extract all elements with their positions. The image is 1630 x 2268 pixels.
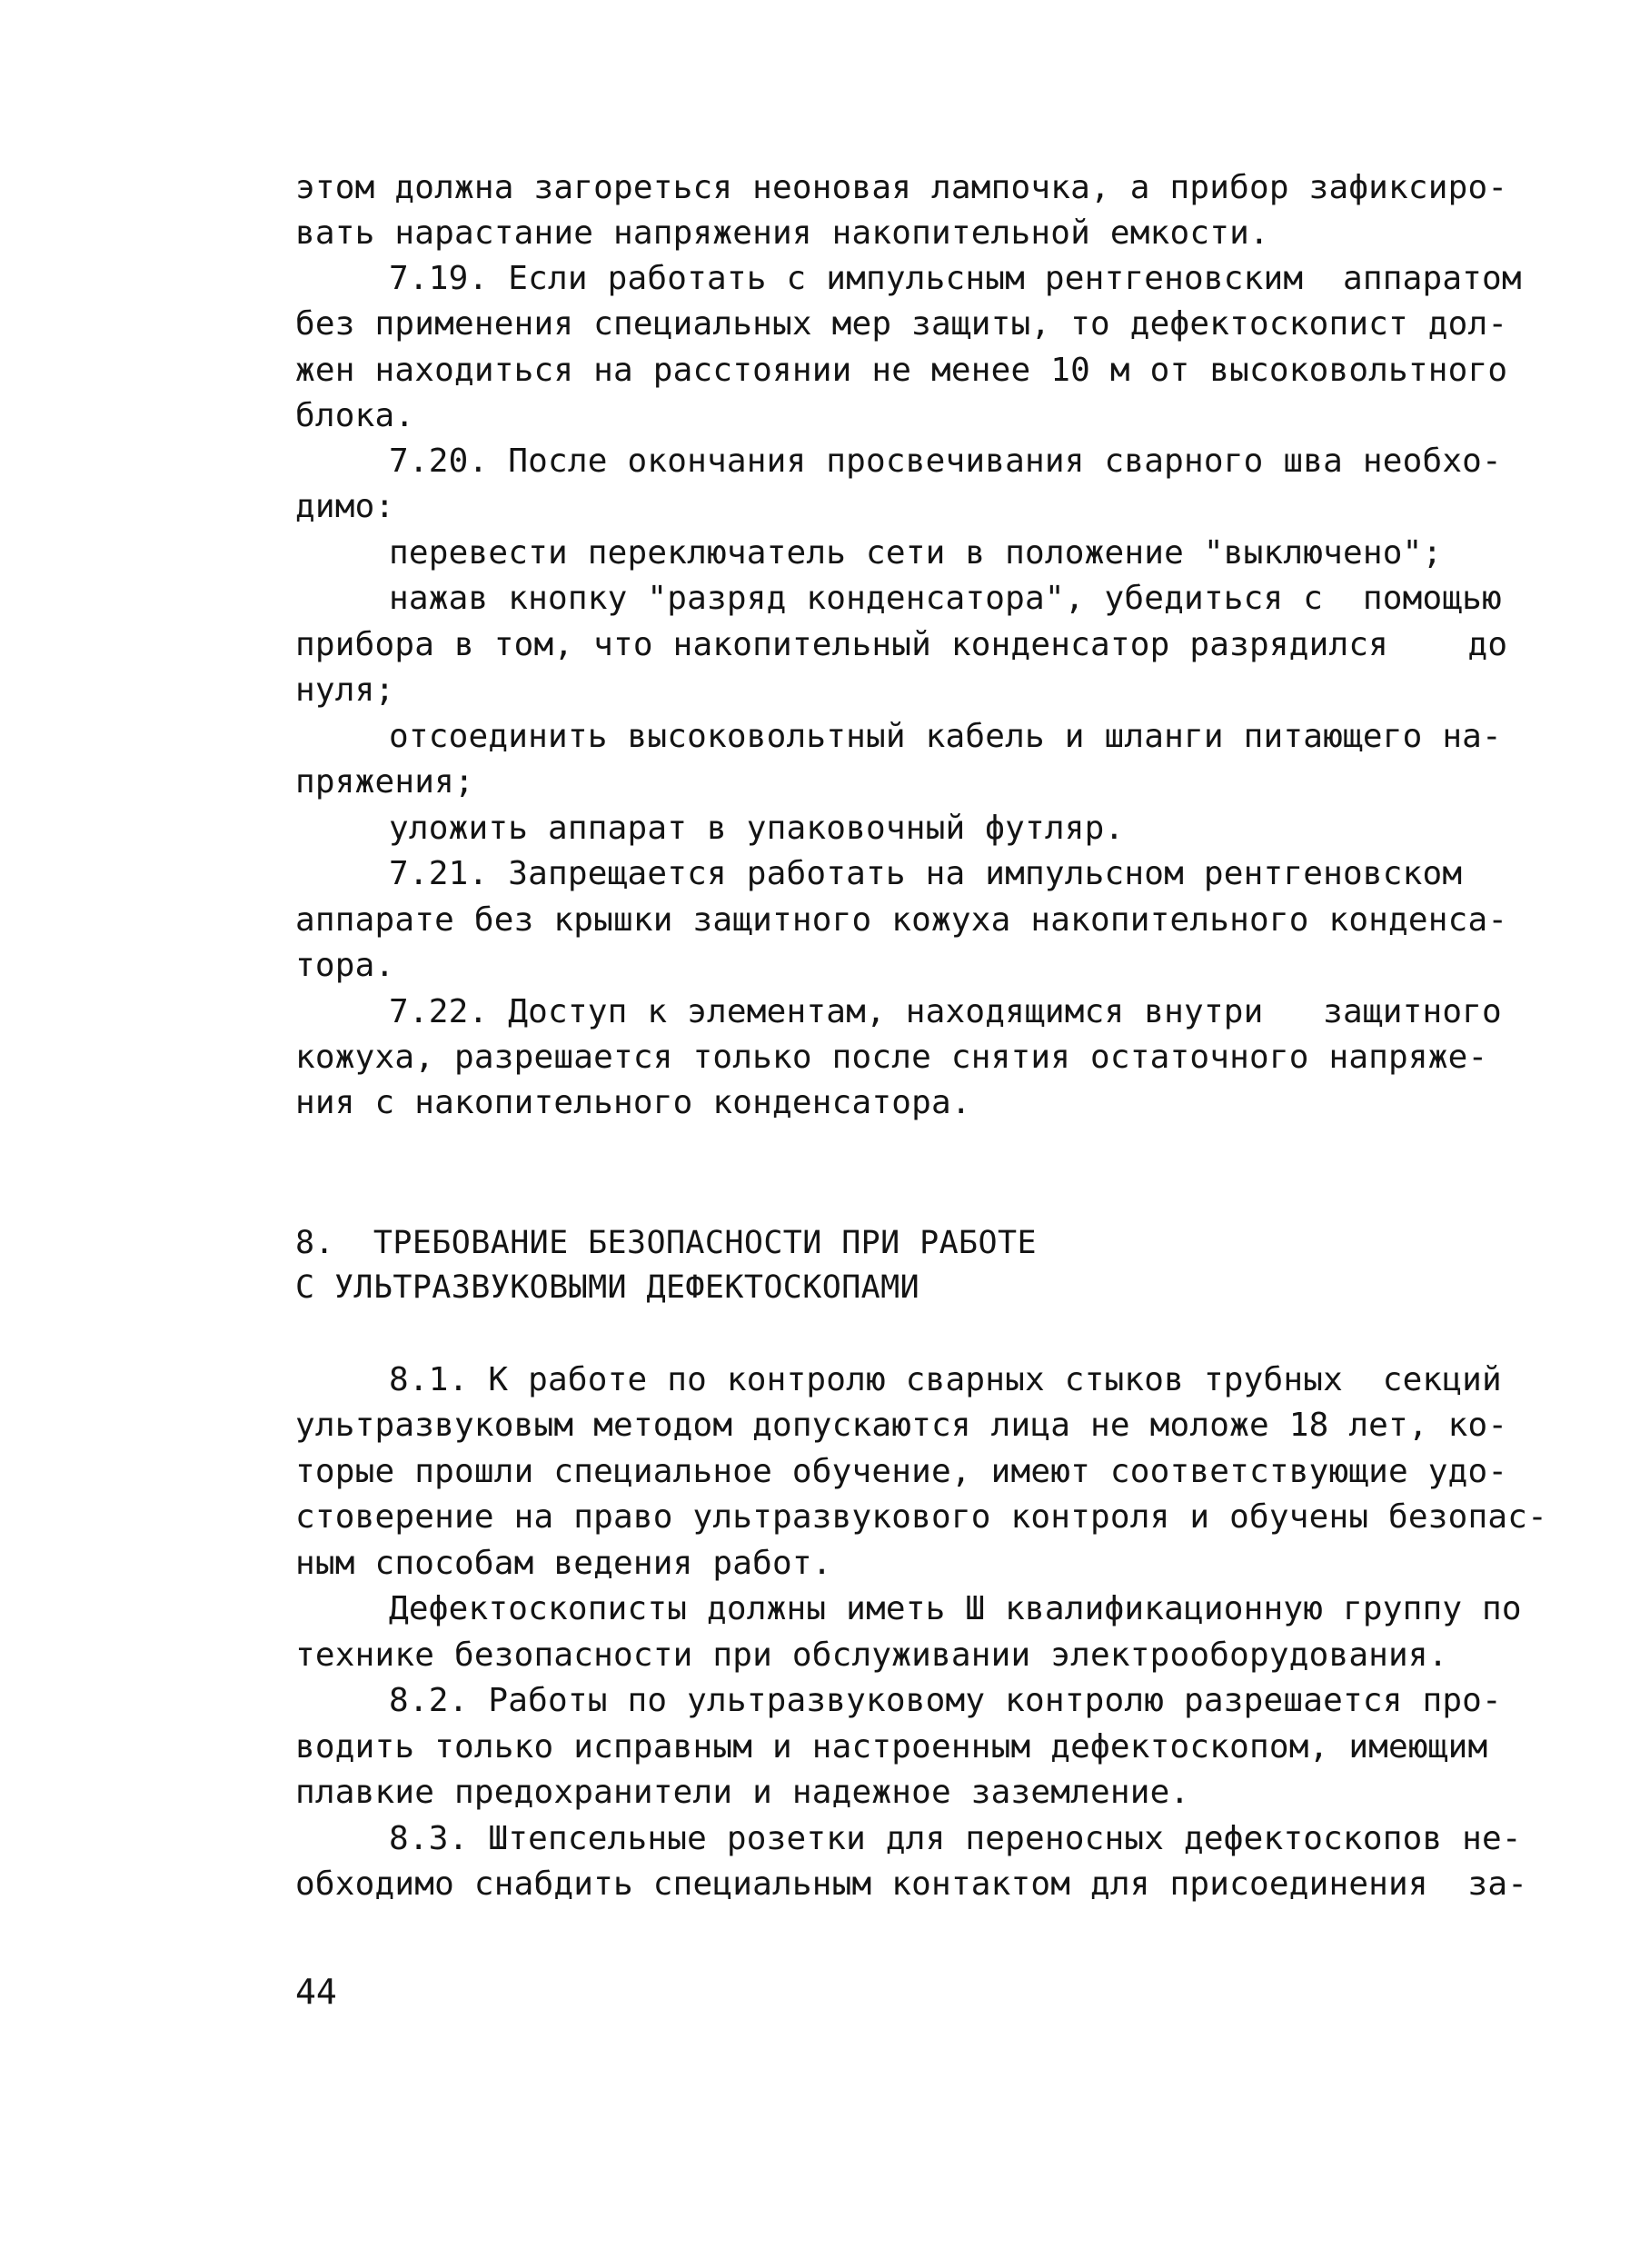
text-line: уложить аппарат в упаковочный футляр. — [389, 810, 1125, 847]
text-line: технике безопасности при обслуживании электрооборудования. — [295, 1636, 1448, 1674]
text-line: ния с накопительного конденсатора. — [295, 1084, 971, 1121]
text-line: перевести переключатель сети в положение "выключено"; — [389, 534, 1443, 572]
text-line: нажав кнопку "разряд конденсатора", убедиться с помощью — [389, 580, 1502, 617]
text-line: вать нарастание напряжения накопительной емкости. — [295, 214, 1269, 252]
text-line: 7.21. Запрещается работать на импульсном рентгеновском — [389, 855, 1463, 892]
text-line: обходимо снабдить специальным контактом для присоединения за- — [295, 1865, 1528, 1903]
text-line: нуля; — [295, 671, 395, 709]
text-line: 8.2. Работы по ультразвуковому контролю разрешается про- — [389, 1682, 1502, 1719]
text-line: кожуха, разрешается только после снятия остаточного напряже- — [295, 1039, 1488, 1076]
text-line: 8.1. К работе по контролю сварных стыков трубных секций — [389, 1361, 1502, 1398]
section-heading: С УЛЬТРАЗВУКОВЫМИ ДЕФЕКТОСКОПАМИ — [295, 1269, 920, 1306]
section-heading: 8. ТРЕБОВАНИЕ БЕЗОПАСНОСТИ ПРИ РАБОТЕ — [295, 1225, 1037, 1261]
text-line: стоверение на право ультразвукового контроля и обучены безопас- — [295, 1498, 1548, 1536]
text-line: 8.3. Штепсельные розетки для переносных дефектоскопов не- — [389, 1820, 1522, 1857]
text-line: 7.20. После окончания просвечивания сварного шва необхо- — [389, 443, 1502, 480]
text-line: аппарате без крышки защитного кожуха накопительного конденса- — [295, 901, 1508, 939]
text-line: тора. — [295, 947, 395, 984]
page-number: 44 — [295, 1972, 337, 2012]
text-line: 7.19. Если работать с импульсным рентгеновским аппаратом — [389, 260, 1522, 297]
text-line: жен находиться на расстоянии не менее 10 м от высоковольтного — [295, 352, 1508, 389]
text-line: плавкие предохранители и надежное заземление. — [295, 1774, 1190, 1811]
text-line: водить только исправным и настроенным дефектоскопом, имеющим — [295, 1728, 1488, 1766]
text-line: 7.22. Доступ к элементам, находящимся внутри защитного — [389, 993, 1502, 1030]
text-line: Дефектоскописты должны иметь Ш квалификационную группу по — [389, 1590, 1522, 1627]
text-line: ультразвуковым методом допускаются лица не моложе 18 лет, ко- — [295, 1407, 1508, 1444]
text-line: без применения специальных мер защиты, то дефектоскопист дол- — [295, 305, 1508, 343]
text-line: отсоединить высоковольтный кабель и шланги питающего на- — [389, 718, 1502, 755]
text-line: торые прошли специальное обучение, имеют соответствующие удо- — [295, 1453, 1508, 1490]
text-line: димо: — [295, 488, 395, 525]
text-line: прибора в том, что накопительный конденсатор разрядился до — [295, 626, 1508, 663]
text-line: этом должна загореться неоновая лампочка, а прибор зафиксиро- — [295, 169, 1508, 206]
text-line: блока. — [295, 397, 415, 434]
text-line: пряжения; — [295, 763, 474, 801]
text-line: ным способам ведения работ. — [295, 1545, 832, 1582]
